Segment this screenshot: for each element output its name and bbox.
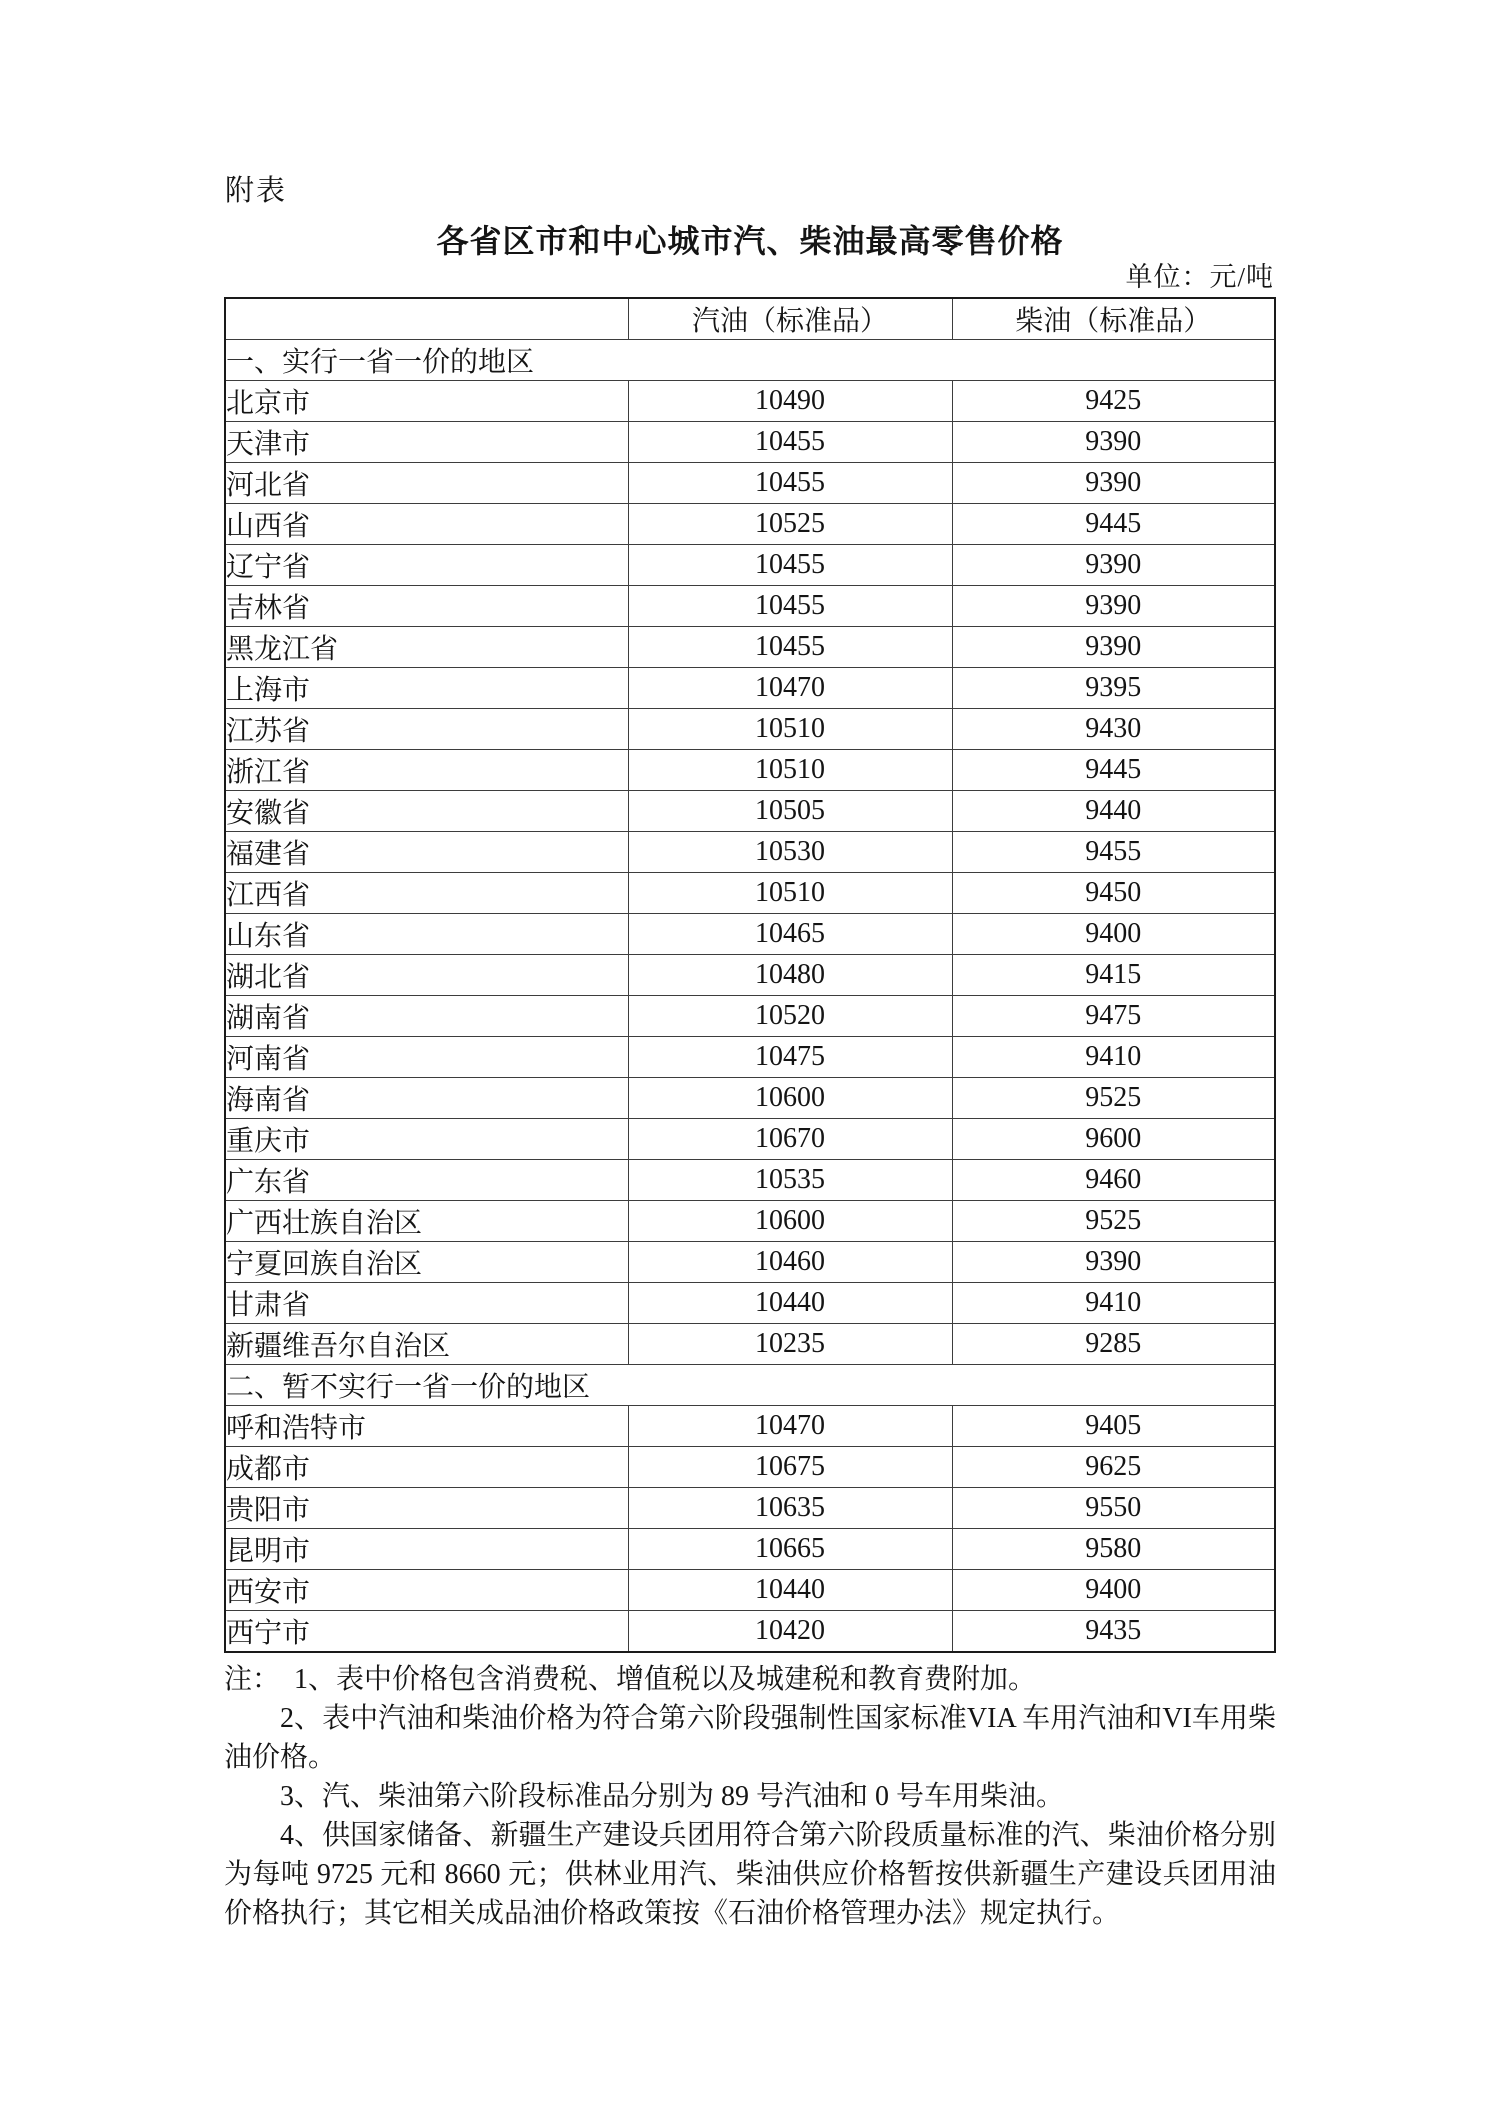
gasoline-price-cell: 10475: [628, 1037, 952, 1078]
table-header-row: [225, 298, 1275, 340]
region-name-cell: 安徽省: [225, 791, 628, 832]
footnotes: [224, 1660, 1276, 1933]
table-row: [225, 627, 1275, 668]
diesel-price-cell: 9445: [952, 750, 1275, 791]
gasoline-price-cell: 10470: [628, 668, 952, 709]
table-row: [225, 1119, 1275, 1160]
diesel-price-cell: 9395: [952, 668, 1275, 709]
diesel-price-cell: 9390: [952, 586, 1275, 627]
gasoline-price-cell: 10235: [628, 1324, 952, 1365]
gasoline-price-cell: 10635: [628, 1488, 952, 1529]
diesel-price-cell: 9390: [952, 545, 1275, 586]
region-name-cell: 成都市: [225, 1447, 628, 1488]
gasoline-price-cell: 10455: [628, 627, 952, 668]
gasoline-price-cell: 10470: [628, 1406, 952, 1447]
region-name-cell: 甘肃省: [225, 1283, 628, 1324]
region-name-cell: 河南省: [225, 1037, 628, 1078]
region-name-cell: 广东省: [225, 1160, 628, 1201]
diesel-price-cell: 9440: [952, 791, 1275, 832]
gasoline-price-cell: 10440: [628, 1570, 952, 1611]
table-row: [225, 1406, 1275, 1447]
table-row: [225, 1242, 1275, 1283]
section-heading-row: [225, 340, 1275, 381]
unit-note: 单位：元/吨: [1125, 262, 1274, 292]
diesel-price-cell: 9450: [952, 873, 1275, 914]
gasoline-price-cell: 10600: [628, 1078, 952, 1119]
diesel-price-cell: 9410: [952, 1037, 1275, 1078]
gasoline-price-cell: 10505: [628, 791, 952, 832]
diesel-price-cell: 9390: [952, 627, 1275, 668]
diesel-price-cell: 9550: [952, 1488, 1275, 1529]
table-row: [225, 1529, 1275, 1570]
table-body: [225, 340, 1275, 1653]
footnote-item: 3、汽、柴油第六阶段标准品分别为 89 号汽油和 0 号车用柴油。: [280, 1781, 1065, 1812]
diesel-price-cell: 9625: [952, 1447, 1275, 1488]
table-row: [225, 832, 1275, 873]
region-name-cell: 吉林省: [225, 586, 628, 627]
table-row: [225, 668, 1275, 709]
region-name-cell: 浙江省: [225, 750, 628, 791]
diesel-price-cell: 9285: [952, 1324, 1275, 1365]
diesel-price-cell: 9475: [952, 996, 1275, 1037]
table-row: [225, 1037, 1275, 1078]
region-name-cell: 河北省: [225, 463, 628, 504]
table-row: [225, 1611, 1275, 1653]
region-name-cell: 江苏省: [225, 709, 628, 750]
gasoline-price-cell: 10440: [628, 1283, 952, 1324]
footnote-item: 4、供国家储备、新疆生产建设兵团用符合第六阶段质量标准的汽、柴油价格分别为每吨 9725 元和 8660 元；供林业用汽、柴油供应价格暂按供新疆生产建设兵团用油价格执行；其它相关成品油价格政策按《石油价格管理办法》规定执行。: [224, 1820, 1276, 1929]
gasoline-price-cell: 10455: [628, 422, 952, 463]
gasoline-price-cell: 10520: [628, 996, 952, 1037]
region-name-cell: 广西壮族自治区: [225, 1201, 628, 1242]
diesel-price-cell: 9435: [952, 1611, 1275, 1653]
gasoline-price-cell: 10460: [628, 1242, 952, 1283]
gasoline-price-cell: 10665: [628, 1529, 952, 1570]
region-name-cell: 西宁市: [225, 1611, 628, 1653]
region-name-cell: 黑龙江省: [225, 627, 628, 668]
table-row: [225, 955, 1275, 996]
table-row: [225, 463, 1275, 504]
diesel-price-cell: 9430: [952, 709, 1275, 750]
header-diesel: 柴油（标准品）: [952, 298, 1275, 340]
table-row: [225, 1488, 1275, 1529]
footnote-item: 2、表中汽油和柴油价格为符合第六阶段强制性国家标准VIA 车用汽油和VI车用柴油价格。: [224, 1703, 1276, 1773]
section-heading: 一、实行一省一价的地区: [225, 340, 1275, 381]
diesel-price-cell: 9455: [952, 832, 1275, 873]
diesel-price-cell: 9425: [952, 381, 1275, 422]
gasoline-price-cell: 10510: [628, 709, 952, 750]
diesel-price-cell: 9390: [952, 422, 1275, 463]
diesel-price-cell: 9525: [952, 1078, 1275, 1119]
gasoline-price-cell: 10525: [628, 504, 952, 545]
table-row: [225, 545, 1275, 586]
region-name-cell: 新疆维吾尔自治区: [225, 1324, 628, 1365]
gasoline-price-cell: 10490: [628, 381, 952, 422]
region-name-cell: 北京市: [225, 381, 628, 422]
gasoline-price-cell: 10510: [628, 873, 952, 914]
header-region-blank: [225, 298, 628, 340]
table-row: [225, 586, 1275, 627]
diesel-price-cell: 9445: [952, 504, 1275, 545]
table-row: [225, 750, 1275, 791]
region-name-cell: 呼和浩特市: [225, 1406, 628, 1447]
region-name-cell: 辽宁省: [225, 545, 628, 586]
header-gasoline: 汽油（标准品）: [628, 298, 952, 340]
region-name-cell: 上海市: [225, 668, 628, 709]
diesel-price-cell: 9580: [952, 1529, 1275, 1570]
price-table: [224, 297, 1276, 1653]
gasoline-price-cell: 10420: [628, 1611, 952, 1653]
gasoline-price-cell: 10510: [628, 750, 952, 791]
gasoline-price-cell: 10455: [628, 463, 952, 504]
region-name-cell: 宁夏回族自治区: [225, 1242, 628, 1283]
table-row: [225, 709, 1275, 750]
region-name-cell: 湖南省: [225, 996, 628, 1037]
gasoline-price-cell: 10465: [628, 914, 952, 955]
table-row: [225, 873, 1275, 914]
region-name-cell: 天津市: [225, 422, 628, 463]
gasoline-price-cell: 10480: [628, 955, 952, 996]
attachment-label: 附表: [225, 175, 288, 207]
table-row: [225, 914, 1275, 955]
page-title: 各省区市和中心城市汽、柴油最高零售价格: [436, 223, 1064, 259]
diesel-price-cell: 9410: [952, 1283, 1275, 1324]
region-name-cell: 江西省: [225, 873, 628, 914]
table-row: [225, 1283, 1275, 1324]
diesel-price-cell: 9400: [952, 914, 1275, 955]
region-name-cell: 山东省: [225, 914, 628, 955]
table-row: [225, 1447, 1275, 1488]
table-row: [225, 422, 1275, 463]
gasoline-price-cell: 10530: [628, 832, 952, 873]
table-row: [225, 1324, 1275, 1365]
region-name-cell: 福建省: [225, 832, 628, 873]
gasoline-price-cell: 10600: [628, 1201, 952, 1242]
diesel-price-cell: 9415: [952, 955, 1275, 996]
gasoline-price-cell: 10675: [628, 1447, 952, 1488]
region-name-cell: 重庆市: [225, 1119, 628, 1160]
region-name-cell: 昆明市: [225, 1529, 628, 1570]
table-row: [225, 381, 1275, 422]
footnote-item: 注： 1、表中价格包含消费税、增值税以及城建税和教育费附加。: [224, 1664, 1037, 1695]
gasoline-price-cell: 10455: [628, 586, 952, 627]
section-heading-row: [225, 1365, 1275, 1406]
table-row: [225, 1570, 1275, 1611]
diesel-price-cell: 9460: [952, 1160, 1275, 1201]
diesel-price-cell: 9390: [952, 463, 1275, 504]
region-name-cell: 贵阳市: [225, 1488, 628, 1529]
gasoline-price-cell: 10670: [628, 1119, 952, 1160]
table-row: [225, 1201, 1275, 1242]
table-row: [225, 996, 1275, 1037]
diesel-price-cell: 9525: [952, 1201, 1275, 1242]
table-row: [225, 791, 1275, 832]
table-row: [225, 1078, 1275, 1119]
region-name-cell: 山西省: [225, 504, 628, 545]
gasoline-price-cell: 10535: [628, 1160, 952, 1201]
table-row: [225, 504, 1275, 545]
table-row: [225, 1160, 1275, 1201]
region-name-cell: 湖北省: [225, 955, 628, 996]
diesel-price-cell: 9600: [952, 1119, 1275, 1160]
diesel-price-cell: 9400: [952, 1570, 1275, 1611]
diesel-price-cell: 9405: [952, 1406, 1275, 1447]
gasoline-price-cell: 10455: [628, 545, 952, 586]
region-name-cell: 西安市: [225, 1570, 628, 1611]
footnote-prefix: 注：: [224, 1664, 281, 1695]
section-heading: 二、暂不实行一省一价的地区: [225, 1365, 1275, 1406]
diesel-price-cell: 9390: [952, 1242, 1275, 1283]
region-name-cell: 海南省: [225, 1078, 628, 1119]
